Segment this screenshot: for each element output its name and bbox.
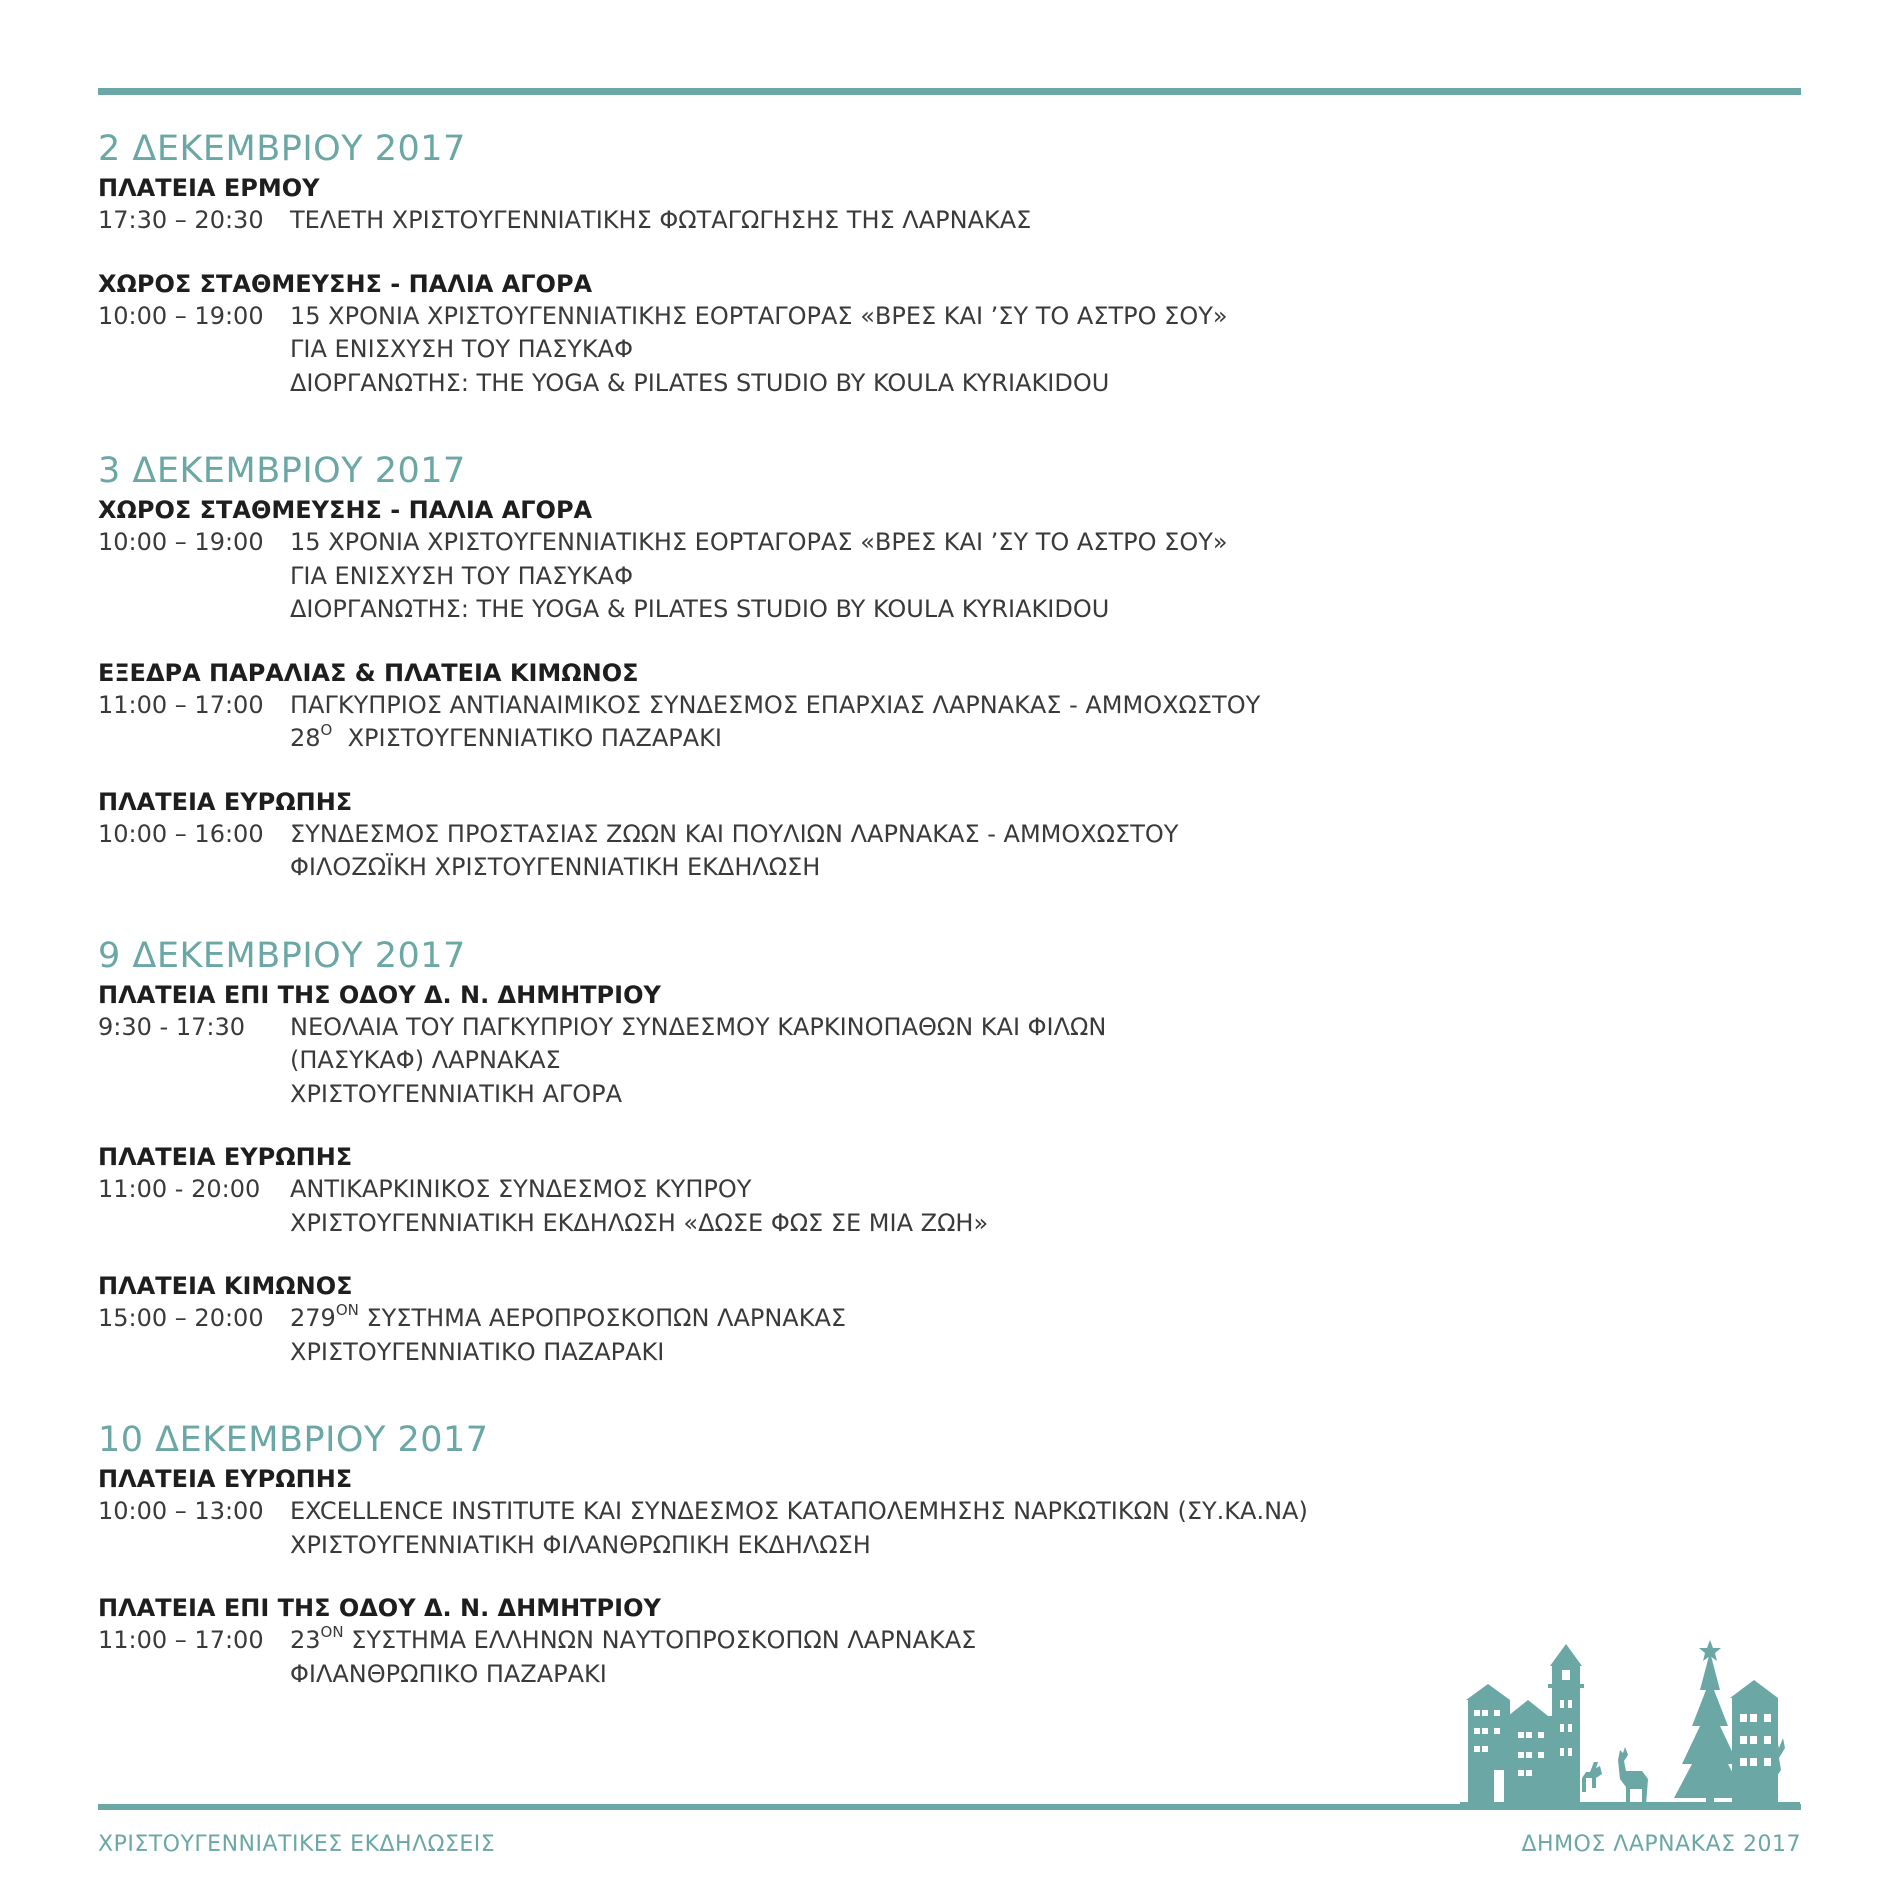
day-section [98, 933, 1698, 1370]
event-time: 17:30 – 20:30 [98, 206, 264, 234]
event-description-line [290, 1302, 1698, 1336]
event-description [290, 300, 1698, 401]
day-date-heading: 10 ΔΕΚΕΜΒΡΙΟΥ 2017 [98, 1420, 489, 1460]
event-time: 10:00 – 19:00 [98, 301, 264, 330]
event-schedule [98, 126, 1698, 1739]
day-date-heading: 9 ΔΕΚΕΜΒΡΙΟΥ 2017 [98, 935, 466, 976]
event-row [98, 300, 1698, 401]
event-description [290, 1302, 1698, 1369]
bottom-divider [98, 1804, 1801, 1810]
event-description-line: ΓΙΑ ΕΝΙΣΧΥΣΗ ΤΟΥ ΠΑΣΥΚΑΦ [290, 335, 633, 363]
event-row [98, 1495, 1698, 1562]
ordinal-suffix: ΟΝ [335, 1301, 359, 1319]
venue-block [98, 1592, 1698, 1691]
event-row [98, 689, 1698, 756]
venue-name: ΠΛΑΤΕΙΑ ΕΠΙ ΤΗΣ ΟΔΟΥ Δ. Ν. ΔΗΜΗΤΡΙΟΥ [98, 1594, 661, 1622]
line-text: ΣΥΣΤΗΜΑ ΑΕΡΟΠΡΟΣΚΟΠΩΝ ΛΑΡΝΑΚΑΣ [358, 1304, 847, 1332]
event-description-line: 15 ΧΡΟΝΙΑ ΧΡΙΣΤΟΥΓΕΝΝΙΑΤΙΚΗΣ ΕΟΡΤΑΓΟΡΑΣ «ΒΡΕΣ ΚΑΙ ’ΣΥ ΤΟ ΑΣΤΡΟ ΣΟΥ» [290, 528, 1228, 556]
venue-name: ΠΛΑΤΕΙΑ ΕΠΙ ΤΗΣ ΟΔΟΥ Δ. Ν. ΔΗΜΗΤΡΙΟΥ [98, 980, 661, 1009]
event-description [290, 689, 1698, 756]
event-description-line: ΣΥΝΔΕΣΜΟΣ ΠΡΟΣΤΑΣΙΑΣ ΖΩΩΝ ΚΑΙ ΠΟΥΛΙΩΝ ΛΑΡΝΑΚΑΣ - ΑΜΜΟΧΩΣΤΟΥ [290, 819, 1179, 848]
venue-block [98, 1270, 1698, 1369]
event-description-line: ΧΡΙΣΤΟΥΓΕΝΝΙΑΤΙΚΟ ΠΑΖΑΡΑΚΙ [290, 1337, 665, 1366]
event-row [98, 1173, 1698, 1240]
event-description-line: ΝΕΟΛΑΙΑ ΤΟΥ ΠΑΓΚΥΠΡΙΟΥ ΣΥΝΔΕΣΜΟΥ ΚΑΡΚΙΝΟΠΑΘΩΝ ΚΑΙ ΦΙΛΩΝ [290, 1012, 1107, 1041]
event-description-line: EXCELLENCE INSTITUTE ΚΑΙ ΣΥΝΔΕΣΜΟΣ ΚΑΤΑΠΟΛΕΜΗΣΗΣ ΝΑΡΚΩΤΙΚΩΝ (ΣΥ.ΚΑ.ΝΑ) [290, 1497, 1308, 1525]
event-time: 11:00 - 20:00 [98, 1175, 261, 1203]
top-divider [98, 88, 1801, 95]
event-description-line: ΑΝΤΙΚΑΡΚΙΝΙΚΟΣ ΣΥΝΔΕΣΜΟΣ ΚΥΠΡΟΥ [290, 1175, 752, 1203]
footer-title: ΧΡΙΣΤΟΥΓΕΝΝΙΑΤΙΚΕΣ ΕΚΔΗΛΩΣΕΙΣ [98, 1832, 496, 1857]
venue-name: ΧΩΡΟΣ ΣΤΑΘΜΕΥΣΗΣ - ΠΑΛΙΑ ΑΓΟΡΑ [98, 269, 593, 298]
ordinal-number: 279 [290, 1304, 336, 1332]
event-time: 11:00 – 17:00 [98, 1626, 264, 1654]
christmas-town-illustration [1460, 1640, 1800, 1806]
venue-name: ΠΛΑΤΕΙΑ ΕΥΡΩΠΗΣ [98, 1465, 353, 1493]
venue-name: ΧΩΡΟΣ ΣΤΑΘΜΕΥΣΗΣ - ΠΑΛΙΑ ΑΓΟΡΑ [98, 496, 593, 524]
footer-municipality: ΔΗΜΟΣ ΛΑΡΝΑΚΑΣ 2017 [1521, 1832, 1801, 1857]
event-description-line: ΧΡΙΣΤΟΥΓΕΝΝΙΑΤΙΚΗ ΦΙΛΑΝΘΡΩΠΙΚΗ ΕΚΔΗΛΩΣΗ [290, 1530, 871, 1559]
ordinal-number: 28 [290, 724, 321, 752]
event-description-line: ΔΙΟΡΓΑΝΩΤΗΣ: THE YOGA & PILATES STUDIO BY KOULA KYRIAKIDOU [290, 368, 1110, 397]
event-time: 15:00 – 20:00 [98, 1304, 264, 1332]
venue-block [98, 494, 1698, 627]
ordinal-number: 23 [290, 1626, 321, 1654]
venue-block [98, 1463, 1698, 1562]
event-description-line: ΧΡΙΣΤΟΥΓΕΝΝΙΑΤΙΚΗ ΑΓΟΡΑ [290, 1079, 623, 1108]
line-text: ΣΥΣΤΗΜΑ ΕΛΛΗΝΩΝ ΝΑΥΤΟΠΡΟΣΚΟΠΩΝ ΛΑΡΝΑΚΑΣ [343, 1626, 977, 1654]
venue-name: ΠΛΑΤΕΙΑ ΕΡΜΟΥ [98, 174, 320, 202]
event-row [98, 818, 1698, 885]
event-time: 10:00 – 16:00 [98, 819, 264, 848]
event-description-line: ΤΕΛΕΤΗ ΧΡΙΣΤΟΥΓΕΝΝΙΑΤΙΚΗΣ ΦΩΤΑΓΩΓΗΣΗΣ ΤΗΣ ΛΑΡΝΑΚΑΣ [290, 206, 1032, 234]
day-section [98, 448, 1698, 885]
event-row [98, 204, 1698, 238]
event-time: 10:00 – 19:00 [98, 528, 264, 556]
event-row [98, 1624, 1698, 1691]
event-description-line: (ΠΑΣΥΚΑΦ) ΛΑΡΝΑΚΑΣ [290, 1046, 561, 1074]
venue-block [98, 786, 1698, 885]
event-row [98, 1302, 1698, 1369]
event-description [290, 1495, 1698, 1562]
day-date-heading: 3 ΔΕΚΕΜΒΡΙΟΥ 2017 [98, 451, 466, 491]
venue-block [98, 657, 1698, 756]
event-description-line: ΔΙΟΡΓΑΝΩΤΗΣ: THE YOGA & PILATES STUDIO BY KOULA KYRIAKIDOU [290, 595, 1110, 623]
event-time: 10:00 – 13:00 [98, 1497, 264, 1525]
event-description [290, 1011, 1698, 1112]
venue-name: ΠΛΑΤΕΙΑ ΕΥΡΩΠΗΣ [98, 787, 353, 816]
venue-block [98, 268, 1698, 401]
event-description-line: ΧΡΙΣΤΟΥΓΕΝΝΙΑΤΙΚΗ ΕΚΔΗΛΩΣΗ «ΔΩΣΕ ΦΩΣ ΣΕ ΜΙΑ ΖΩΗ» [290, 1208, 989, 1237]
event-description [290, 1173, 1698, 1240]
event-description [290, 526, 1698, 627]
event-time: 11:00 – 17:00 [98, 690, 264, 719]
event-description [290, 818, 1698, 885]
event-description-line: ΦΙΛΑΝΘΡΩΠΙΚΟ ΠΑΖΑΡΑΚΙ [290, 1659, 607, 1688]
venue-name: ΠΛΑΤΕΙΑ ΕΥΡΩΠΗΣ [98, 1143, 353, 1171]
event-description [290, 204, 1698, 238]
line-text: ΧΡΙΣΤΟΥΓΕΝΝΙΑΤΙΚΟ ΠΑΖΑΡΑΚΙ [332, 724, 722, 752]
day-section [98, 1417, 1698, 1691]
event-description-line: ΓΙΑ ΕΝΙΣΧΥΣΗ ΤΟΥ ΠΑΣΥΚΑΦ [290, 561, 633, 590]
ordinal-suffix: Ο [320, 721, 333, 739]
ordinal-suffix: ΟΝ [320, 1623, 344, 1641]
venue-name: ΕΞΕΔΡΑ ΠΑΡΑΛΙΑΣ & ΠΛΑΤΕΙΑ ΚΙΜΩΝΟΣ [98, 658, 639, 687]
venue-block [98, 172, 1698, 238]
day-date-heading: 2 ΔΕΚΕΜΒΡΙΟΥ 2017 [98, 129, 466, 169]
venue-block [98, 1141, 1698, 1240]
event-description-line: 15 ΧΡΟΝΙΑ ΧΡΙΣΤΟΥΓΕΝΝΙΑΤΙΚΗΣ ΕΟΡΤΑΓΟΡΑΣ «ΒΡΕΣ ΚΑΙ ’ΣΥ ΤΟ ΑΣΤΡΟ ΣΟΥ» [290, 301, 1228, 330]
event-description-line: ΠΑΓΚΥΠΡΙΟΣ ΑΝΤΙΑΝΑΙΜΙΚΟΣ ΣΥΝΔΕΣΜΟΣ ΕΠΑΡΧΙΑΣ ΛΑΡΝΑΚΑΣ - ΑΜΜΟΧΩΣΤΟΥ [290, 690, 1261, 719]
venue-block [98, 979, 1698, 1112]
venue-name: ΠΛΑΤΕΙΑ ΚΙΜΩΝΟΣ [98, 1272, 353, 1300]
day-section [98, 126, 1698, 400]
event-description-line: ΦΙΛΟΖΩΪΚΗ ΧΡΙΣΤΟΥΓΕΝΝΙΑΤΙΚΗ ΕΚΔΗΛΩΣΗ [290, 853, 821, 881]
event-description-line [290, 722, 1698, 756]
event-row [98, 1011, 1698, 1112]
event-time: 9:30 - 17:30 [98, 1012, 245, 1041]
event-row [98, 526, 1698, 627]
